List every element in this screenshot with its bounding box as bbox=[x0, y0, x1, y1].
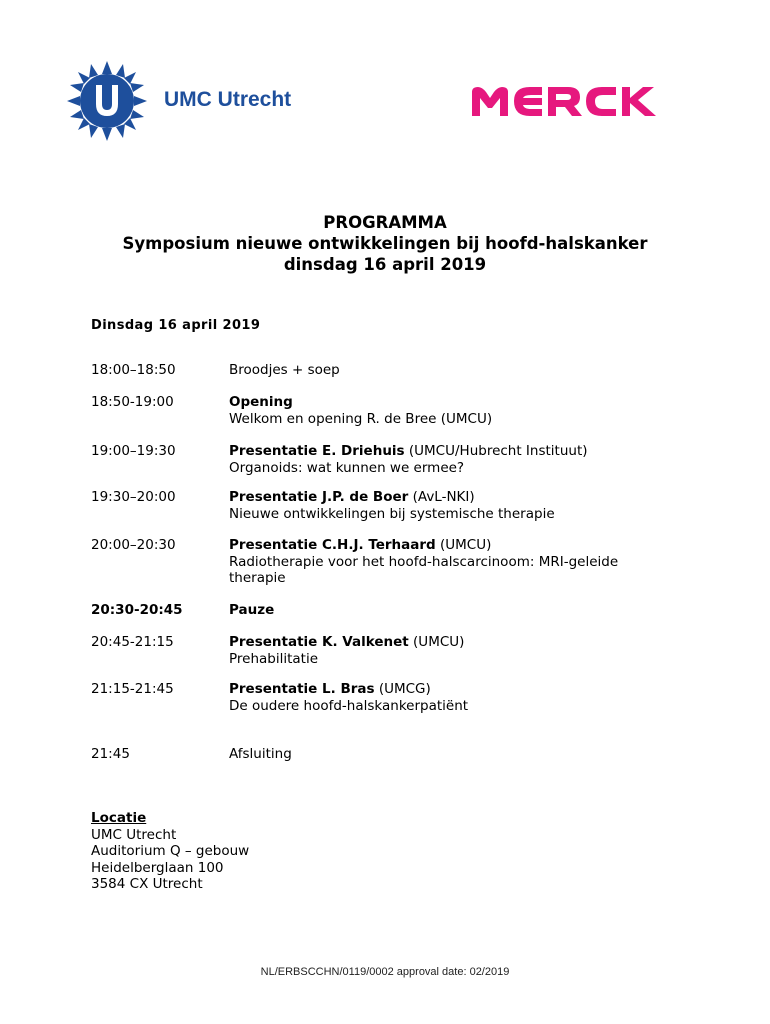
schedule-affiliation: (UMCU) bbox=[408, 634, 465, 650]
umc-seal-icon bbox=[66, 60, 148, 142]
location-block bbox=[91, 810, 249, 893]
schedule-title: Presentatie L. Bras bbox=[229, 681, 375, 697]
program-title bbox=[0, 212, 770, 275]
merck-logo bbox=[470, 84, 668, 122]
umc-utrecht-name: UMC Utrecht bbox=[164, 88, 292, 111]
schedule-subtitle: De oudere hoofd-halskankerpatiënt bbox=[229, 697, 469, 714]
schedule-detail bbox=[229, 746, 669, 763]
schedule-title: Presentatie E. Driehuis bbox=[229, 443, 405, 459]
schedule-subtitle: Welkom en opening R. de Bree (UMCU) bbox=[229, 410, 493, 427]
schedule-affiliation: (UMCG) bbox=[374, 681, 431, 697]
schedule-detail bbox=[229, 681, 669, 714]
location-line: Heidelberglaan 100 bbox=[91, 859, 224, 876]
schedule-time: 19:00–19:30 bbox=[91, 443, 176, 459]
schedule-detail bbox=[229, 362, 669, 379]
schedule-affiliation: (AvL-NKI) bbox=[408, 489, 475, 505]
title-date: dinsdag 16 april 2019 bbox=[283, 255, 487, 274]
schedule-detail bbox=[229, 443, 669, 476]
schedule-time: 19:30–20:00 bbox=[91, 489, 176, 505]
schedule-time: 20:30-20:45 bbox=[91, 602, 183, 618]
schedule-title: Presentatie C.H.J. Terhaard bbox=[229, 537, 436, 553]
schedule-subtitle: Prehabilitatie bbox=[229, 650, 319, 667]
location-line: 3584 CX Utrecht bbox=[91, 876, 203, 892]
schedule-affiliation: (UMCU) bbox=[435, 537, 492, 553]
schedule-subtitle: Nieuwe ontwikkelingen bij systemische therapie bbox=[229, 505, 555, 522]
location-heading: Locatie bbox=[91, 810, 147, 826]
schedule-title: Presentatie J.P. de Boer bbox=[229, 489, 409, 505]
schedule-detail bbox=[229, 394, 669, 427]
schedule-affiliation: (UMCU/Hubrecht Instituut) bbox=[404, 443, 588, 459]
day-heading: Dinsdag 16 april 2019 bbox=[91, 318, 261, 333]
schedule-title: Opening bbox=[229, 394, 293, 410]
schedule-subtitle: Radiotherapie voor het hoofd-halscarcinoom: MRI-geleide therapie bbox=[229, 553, 619, 586]
schedule-title: Pauze bbox=[229, 602, 275, 618]
schedule-time: 20:45-21:15 bbox=[91, 634, 174, 650]
approval-footer: NL/ERBSCCHN/0119/0002 approval date: 02/2019 bbox=[260, 966, 510, 978]
merck-wordmark-icon bbox=[470, 84, 668, 118]
location-line: UMC Utrecht bbox=[91, 826, 177, 843]
title-symposium: Symposium nieuwe ontwikkelingen bij hoofd-halskanker bbox=[122, 234, 648, 253]
schedule-subtitle: Organoids: wat kunnen we ermee? bbox=[229, 459, 465, 476]
schedule-item-text: Afsluiting bbox=[229, 746, 292, 762]
schedule-time: 21:15-21:45 bbox=[91, 681, 174, 697]
schedule-time: 18:00–18:50 bbox=[91, 362, 176, 378]
schedule-item-text: Broodjes + soep bbox=[229, 362, 340, 378]
schedule-time: 20:00–20:30 bbox=[91, 537, 176, 553]
schedule-detail bbox=[229, 634, 669, 667]
schedule-title: Presentatie K. Valkenet bbox=[229, 634, 409, 650]
umc-utrecht-logo bbox=[66, 60, 306, 142]
schedule-time: 21:45 bbox=[91, 746, 130, 762]
location-line: Auditorium Q – gebouw bbox=[91, 843, 250, 859]
schedule-detail bbox=[229, 537, 669, 587]
schedule-detail bbox=[229, 602, 669, 619]
title-programma: PROGRAMMA bbox=[323, 213, 447, 232]
schedule-time: 18:50-19:00 bbox=[91, 394, 174, 410]
schedule-detail bbox=[229, 489, 669, 522]
